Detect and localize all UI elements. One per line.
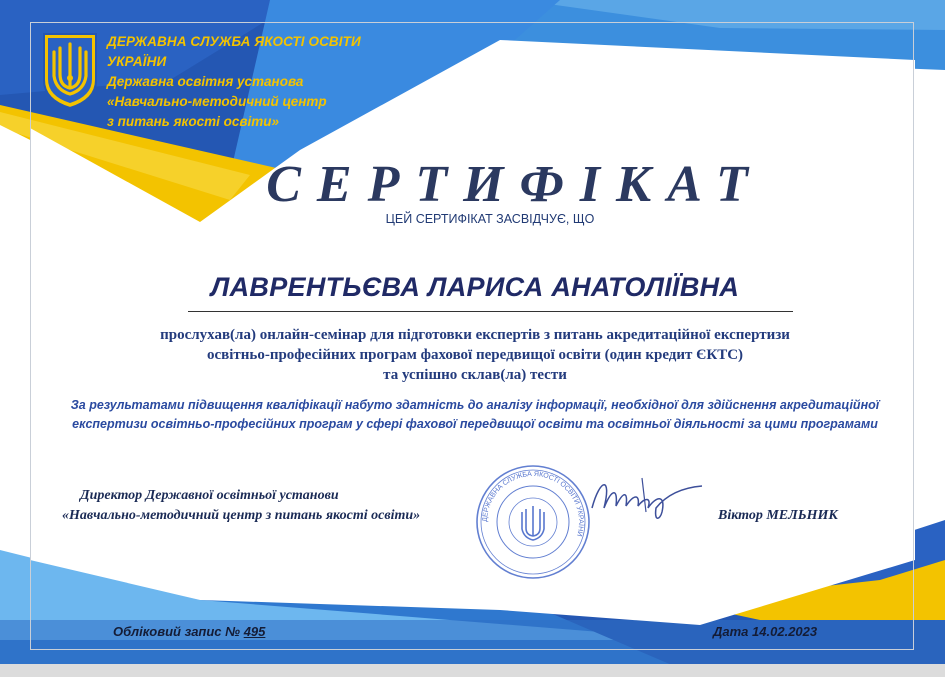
header-block	[107, 32, 417, 132]
certificate-subtitle: ЦЕЙ СЕРТИФІКАТ ЗАСВІДЧУЄ, ЩО	[385, 212, 595, 226]
director-signature	[582, 468, 712, 528]
result-line-2: експертизи освітньо-професійних програм у сфері фахової передвищої освіти та освітньої діяльності за цими програмами	[72, 417, 878, 431]
agency-name: ДЕРЖАВНА СЛУЖБА ЯКОСТІ ОСВІТИ УКРАЇНИ	[107, 34, 361, 69]
date-value: 14.02.2023	[752, 624, 818, 639]
date-label: Дата	[713, 624, 749, 639]
certificate-title: СЕРТИФІКАТ	[266, 156, 764, 213]
trident-emblem-icon	[40, 30, 100, 110]
svg-text:ДЕРЖАВНА СЛУЖБА ЯКОСТІ ОСВІТИ: ДЕРЖАВНА СЛУЖБА ЯКОСТІ ОСВІТИ УКРАЇНИ	[481, 470, 585, 538]
record-number-value: 495	[243, 624, 266, 639]
institution-line-1: Державна освітня установа	[107, 74, 304, 89]
official-seal-icon	[473, 462, 593, 582]
director-title	[62, 486, 482, 526]
seminar-description	[70, 325, 880, 385]
description-line-2: освітньо-професійних програм фахової передвищої освіти (один кредит ЄКТС)	[206, 347, 744, 363]
record-number	[113, 624, 265, 639]
director-name: Віктор МЕЛЬНИК	[718, 508, 838, 523]
record-label: Обліковий запис №	[113, 624, 241, 639]
bottom-strip	[0, 664, 945, 677]
description-line-1: прослухав(ла) онлайн-семінар для підготовки експертів з питань акредитаційної експертизи	[160, 327, 790, 343]
recipient-name: ЛАВРЕНТЬЄВА ЛАРИСА АНАТОЛІЇВНА	[210, 272, 740, 302]
description-line-3: та успішно склав(ла) тести	[383, 367, 567, 383]
institution-line-3: з питань якості освіти»	[107, 114, 280, 129]
director-position-line-2: «Навчально-методичний центр з питань якості освіти»	[62, 508, 421, 523]
recipient-underline	[188, 311, 793, 312]
director-position-line-1: Директор Державної освітньої установи	[80, 488, 339, 503]
institution-line-2: «Навчально-методичний центр	[107, 94, 327, 109]
issue-date	[713, 624, 817, 639]
result-line-1: За результатами підвищення кваліфікації набуто здатність до аналізу інформації, необхідної для здійснення акредитаційної	[70, 398, 880, 412]
qualification-result	[45, 396, 905, 434]
